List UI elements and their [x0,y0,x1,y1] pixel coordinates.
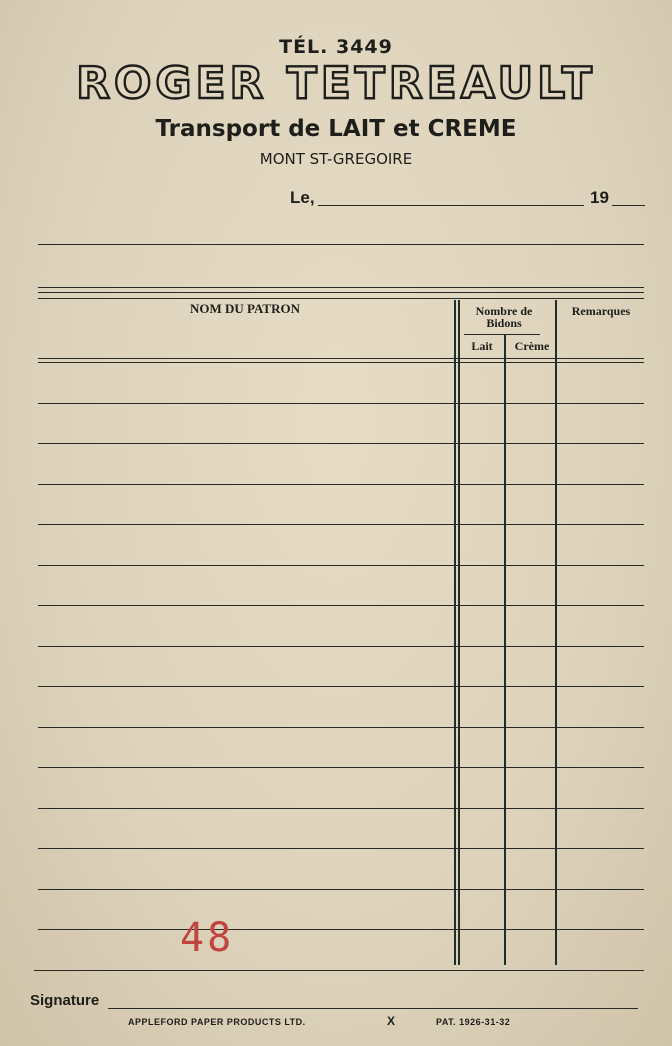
table-top-rule-double [38,292,644,293]
table-row[interactable] [38,686,644,687]
header-bottom-rule [38,358,644,359]
table-row[interactable] [38,403,644,404]
table-row[interactable] [38,889,644,890]
signature-line[interactable] [108,1008,638,1009]
company-name: ROGER TETREAULT [76,58,596,109]
footer-mark: X [387,1014,396,1028]
column-divider-patron-double [458,300,460,965]
table-row[interactable] [38,443,644,444]
telephone-number: TÉL. 3449 [279,36,393,58]
table-top-rule [38,287,644,288]
column-header-remarques: Remarques [571,304,631,318]
column-header-patron: NOM DU PATRON [189,301,300,316]
column-header-lait: Lait [471,339,493,353]
year-prefix: 19 [590,188,609,207]
receipt-number: 48 [180,915,235,961]
printer-name: APPLEFORD PAPER PRODUCTS LTD. [128,1017,306,1027]
date-line[interactable] [318,205,584,206]
table-row[interactable] [38,929,644,930]
table-row[interactable] [38,767,644,768]
table-row[interactable] [38,605,644,606]
table-row[interactable] [38,727,644,728]
business-description: Transport de LAIT et CREME [155,116,517,142]
table-row[interactable] [38,848,644,849]
column-divider-patron [454,300,456,965]
year-line[interactable] [612,205,645,206]
column-divider-lait [504,334,506,965]
bidons-underline [464,334,540,335]
signature-label: Signature [30,992,100,1009]
table-row[interactable] [38,524,644,525]
column-divider-creme [555,300,557,965]
column-header-creme: Crème [514,339,550,353]
header-bottom-rule-double [38,362,644,363]
table-row[interactable] [38,484,644,485]
town-name: MONT ST-GREGOIRE [259,150,413,168]
patent-number: PAT. 1926-31-32 [436,1017,511,1027]
table-top-rule-triple [38,298,644,299]
table-row[interactable] [38,565,644,566]
table-row[interactable] [34,970,644,971]
table-row[interactable] [38,646,644,647]
table-row[interactable] [38,808,644,809]
address-line[interactable] [38,244,644,245]
date-label: Le, [290,188,315,207]
column-header-bidons: Nombre de Bidons [475,304,533,330]
